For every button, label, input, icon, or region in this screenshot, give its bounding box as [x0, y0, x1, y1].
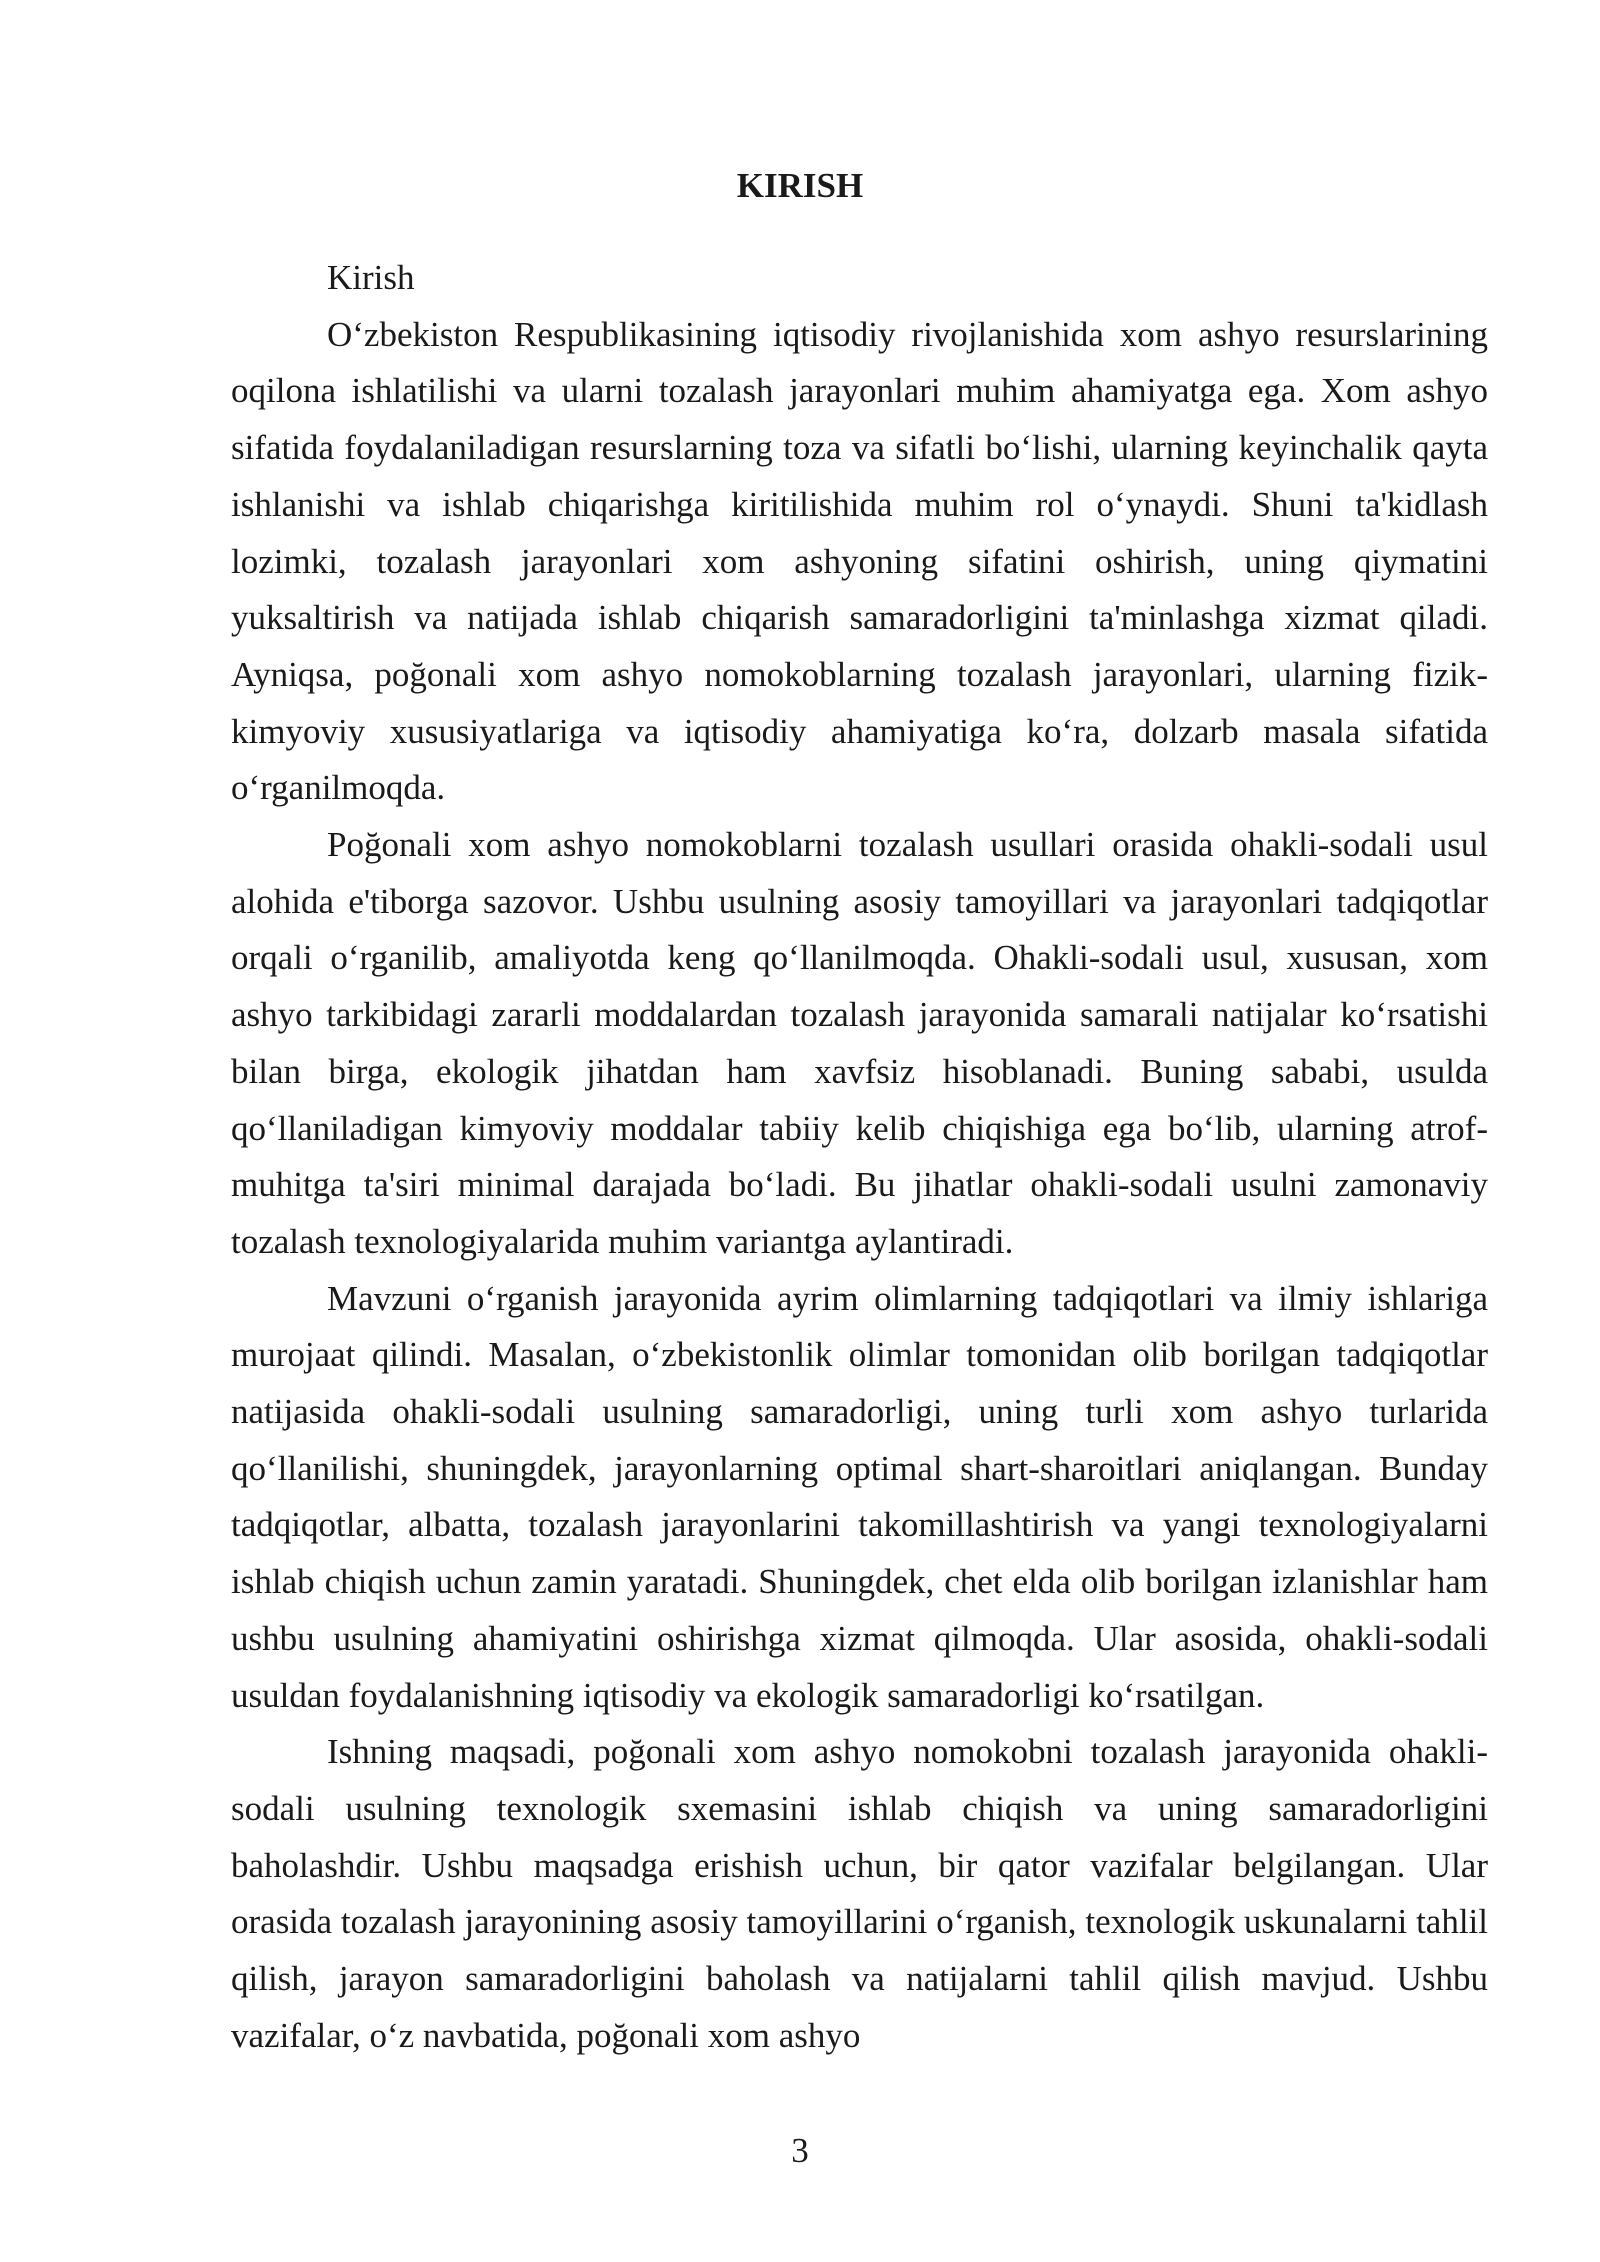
section-subheading: Kirish [327, 258, 415, 297]
page-title: KIRISH [736, 166, 864, 205]
paragraph: Mavzuni o‘rganish jarayonida ayrim olimlarning tadqiqotlari va ilmiy ishlariga murojaat qilindi. Masalan, o‘zbekistonlik olimlar tomonidan olib borilgan tadqiqotlar natijasida ohakli-sodali usulning samaradorligi, uning turli xom ashyo turlarida qo‘llanilishi, shuningdek, jarayonlarning optimal shart-sharoitlari aniqlangan. Bunday tadqiqotlar, albatta, tozalash jarayonlarini takomillashtirish va yangi texnologiyalarni ishlab chiqish uchun zamin yaratadi. Shuningdek, chet elda olib borilgan izlanishlar ham ushbu usulning ahamiyatini oshirishga xizmat qilmoqda. Ular asosida, ohakli-sodali usuldan foydalanishning iqtisodiy va ekologik samaradorligi ko‘rsatilgan. [231, 1278, 1488, 1715]
paragraph: Poğonali xom ashyo nomokoblarni tozalash usullari orasida ohakli-sodali usul alohida e'tiborga sazovor. Ushbu usulning asosiy tamoyillari va jarayonlari tadqiqotlar orqali o‘rganilib, amaliyotda keng qo‘llanilmoqda. Ohakli-sodali usul, xususan, xom ashyo tarkibidagi zararli moddalardan tozalash jarayonida samarali natijalar ko‘rsatishi bilan birga, ekologik jihatdan ham xavfsiz hisoblanadi. Buning sababi, usulda qo‘llaniladigan kimyoviy moddalar tabiiy kelib chiqishiga ega bo‘lib, ularning atrof-muhitga ta'siri minimal darajada bo‘ladi. Bu jihatlar ohakli-sodali usulni zamonaviy tozalash texnologiyalarida muhim variantga aylantiradi. [231, 825, 1488, 1261]
body-text [231, 250, 1488, 2065]
page-number: 3 [791, 2131, 809, 2170]
paragraph: O‘zbekiston Respublikasining iqtisodiy rivojlanishida xom ashyo resurslarining oqilona ishlatilishi va ularni tozalash jarayonlari muhim ahamiyatga ega. Xom ashyo sifatida foydalaniladigan resurslarning toza va sifatli bo‘lishi, ularning keyinchalik qayta ishlanishi va ishlab chiqarishga kiritilishida muhim rol o‘ynaydi. Shuni ta'kidlash lozimki, tozalash jarayonlari xom ashyoning sifatini oshirish, uning qiymatini yuksaltirish va natijada ishlab chiqarish samaradorligini ta'minlashga xizmat qiladi. Ayniqsa, poğonali xom ashyo nomokoblarning tozalash jarayonlari, ularning fizik-kimyoviy xususiyatlariga va iqtisodiy ahamiyatiga ko‘ra, dolzarb masala sifatida o‘rganilmoqda. [231, 314, 1488, 808]
paragraph: Ishning maqsadi, poğonali xom ashyo nomokobni tozalash jarayonida ohakli-sodali usulning texnologik sxemasini ishlab chiqish va uning samaradorligini baholashdir. Ushbu maqsadga erishish uchun, bir qator vazifalar belgilangan. Ular orasida tozalash jarayonining asosiy tamoyillarini o‘rganish, texnologik uskunalarni tahlil qilish, jarayon samaradorligini baholash va natijalarni tahlil qilish mavjud. Ushbu vazifalar, o‘z navbatida, poğonali xom ashyo [231, 1732, 1488, 2055]
